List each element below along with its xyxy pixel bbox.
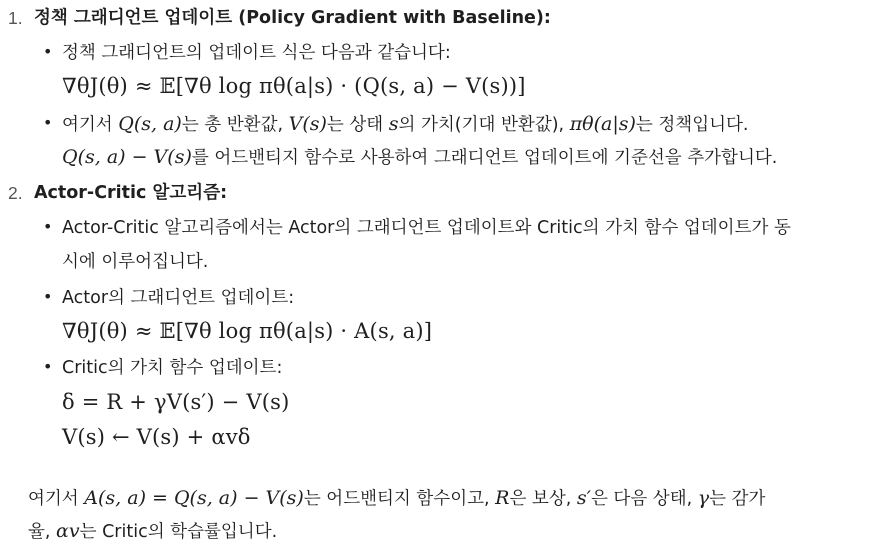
inline-math: γ (697, 487, 710, 509)
bullet-text: 시에 이루어집니다. (62, 252, 209, 272)
section-number: 1. (8, 8, 23, 28)
paragraph-line: 여기서 A(s, a) = Q(s, a) − V(s)는 어드밴티지 함수이고, R은 보상, s′은 다음 상태, γ는 감가 (28, 487, 766, 509)
inline-math: R (495, 487, 510, 509)
td-error-formula: δ = R + γV(s′) − V(s) (62, 390, 290, 414)
inline-math: Q(s, a) (118, 113, 182, 135)
inline-math: A(s, a) = Q(s, a) − V(s) (84, 487, 304, 509)
bullet-dot-icon: • (43, 42, 53, 61)
paragraph-line: 율, αv는 Critic의 학습률입니다. (28, 520, 278, 542)
inline-math: Q(s, a) − V(s) (62, 146, 192, 168)
bullet-text: 정책 그래디언트의 업데이트 식은 다음과 같습니다: (62, 43, 451, 63)
inline-math: πθ(a|s) (569, 113, 636, 135)
bullet-dot-icon: • (43, 217, 53, 236)
inline-math: V(s) (288, 113, 327, 135)
bullet-text: Actor-Critic 알고리즘에서는 Actor의 그래디언트 업데이트와 Critic의 가치 함수 업데이트가 동 (62, 218, 791, 238)
bullet-text: 여기서 Q(s, a)는 총 반환값, V(s)는 상태 s의 가치(기대 반환값), πθ(a|s)는 정책입니다. (62, 113, 749, 135)
inline-math: s (388, 113, 399, 135)
actor-gradient-formula: ∇θJ(θ) ≈ 𝔼[∇θ log πθ(a|s) · A(s, a)] (62, 319, 433, 343)
inline-math: s′ (576, 487, 591, 509)
policy-gradient-baseline-formula: ∇θJ(θ) ≈ 𝔼[∇θ log πθ(a|s) · (Q(s, a) − V(s))] (62, 74, 526, 98)
section-heading: Actor-Critic 알고리즘: (34, 183, 228, 203)
bullet-dot-icon: • (43, 287, 53, 306)
inline-math: αv (56, 520, 80, 542)
bullet-text: Critic의 가치 함수 업데이트: (62, 358, 283, 378)
section-heading: 정책 그래디언트 업데이트 (Policy Gradient with Baseline): (34, 8, 551, 28)
bullet-text: Q(s, a) − V(s)를 어드밴티지 함수로 사용하여 그래디언트 업데이트에 기준선을 추가합니다. (62, 146, 778, 168)
bullet-text: Actor의 그래디언트 업데이트: (62, 288, 295, 308)
critic-update-formula: V(s) ← V(s) + αvδ (62, 425, 251, 449)
section-number: 2. (8, 183, 23, 203)
bullet-dot-icon: • (43, 113, 53, 132)
bullet-dot-icon: • (43, 357, 53, 376)
